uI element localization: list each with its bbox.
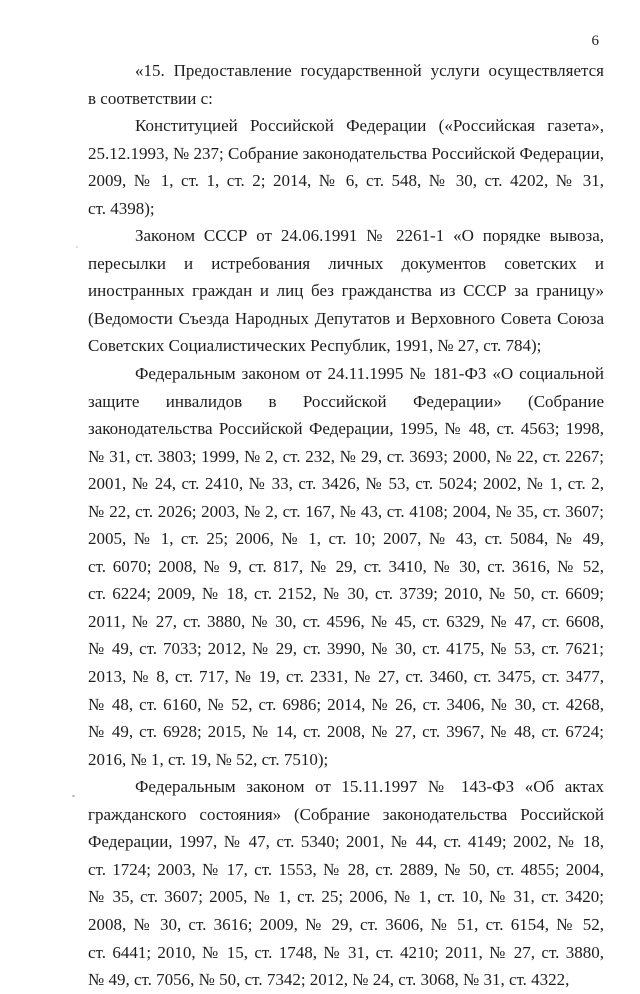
scan-speck <box>76 246 78 248</box>
paragraph: Федеральным законом от 24.11.1995 № 181-ФЗ «О социальной защите инвалидов в Российской Федерации» (Собрание законодательства Российской Федерации, 1995, № 48, ст. 4563; 1998, № 31, ст. 3803; 1999, № 2, ст. 232, № 29, ст. 3693; 2000, № 22, ст. 2267; 2001, № 24, ст. 2410, № 33, ст. 3426, № 53, ст. 5024; 2002, № 1, ст. 2, № 22, ст. 2026; 2003, № 2, ст. 167, № 43, ст. 4108; 2004, № 35, ст. 3607; 2005, № 1, ст. 25; 2006, № 1, ст. 10; 2007, № 43, ст. 5084, № 49, ст. 6070; 2008, № 9, ст. 817, № 29, ст. 3410, № 30, ст. 3616, № 52, ст. 6224; 2009, № 18, ст. 2152, № 30, ст. 3739; 2010, № 50, ст. 6609; 2011, № 27, ст. 3880, № 30, ст. 4596, № 45, ст. 6329, № 47, ст. 6608, № 49, ст. 7033; 2012, № 29, ст. 3990, № 30, ст. 4175, № 53, ст. 7621; 2013, № 8, ст. 717, № 19, ст. 2331, № 27, ст. 3460, ст. 3475, ст. 3477, № 48, ст. 6160, № 52, ст. 6986; 2014, № 26, ст. 3406, № 30, ст. 4268, № 49, ст. 6928; 2015, № 14, ст. 2008, № 27, ст. 3967, № 48, ст. 6724; 2016, № 1, ст. 19, № 52, ст. 7510); <box>88 364 604 769</box>
paragraph: Федеральным законом от 15.11.1997 № 143-ФЗ «Об актах гражданского состояния» (Собрание законодательства Российской Федерации, 1997, № 47, ст. 5340; 2001, № 44, ст. 4149; 2002, № 18, ст. 1724; 2003, № 17, ст. 1553, № 28, ст. 2889, № 50, ст. 4855; 2004, № 35, ст. 3607; 2005, № 1, ст. 25; 2006, № 1, ст. 10, № 31, ст. 3420; 2008, № 30, ст. 3616; 2009, № 29, ст. 3606, № 51, ст. 6154, № 52, ст. 6441; 2010, № 15, ст. 1748, № 31, ст. 4210; 2011, № 27, ст. 3880, № 49, ст. 7056, № 50, ст. 7342; 2012, № 24, ст. 3068, № 31, ст. 4322, <box>88 777 604 990</box>
paragraph: «15. Предоставление государственной услуги осуществляется в соответствии с: <box>88 61 604 108</box>
scan-speck <box>72 795 75 797</box>
document-body <box>88 57 604 994</box>
paragraph: Законом СССР от 24.06.1991 № 2261-1 «О порядке вывоза, пересылки и истребования личных документов советских и иностранных граждан и лиц без гражданства из СССР за границу» (Ведомости Съезда Народных Депутатов и Верховного Совета Союза Советских Социалистических Республик, 1991, № 27, ст. 784); <box>88 226 604 356</box>
page-number: 6 <box>591 33 599 49</box>
paragraph: Конституцией Российской Федерации («Российская газета», 25.12.1993, № 237; Собрание законодательства Российской Федерации, 2009, № 1, ст. 1, ст. 2; 2014, № 6, ст. 548, № 30, ст. 4202, № 31, ст. 4398); <box>88 116 604 218</box>
